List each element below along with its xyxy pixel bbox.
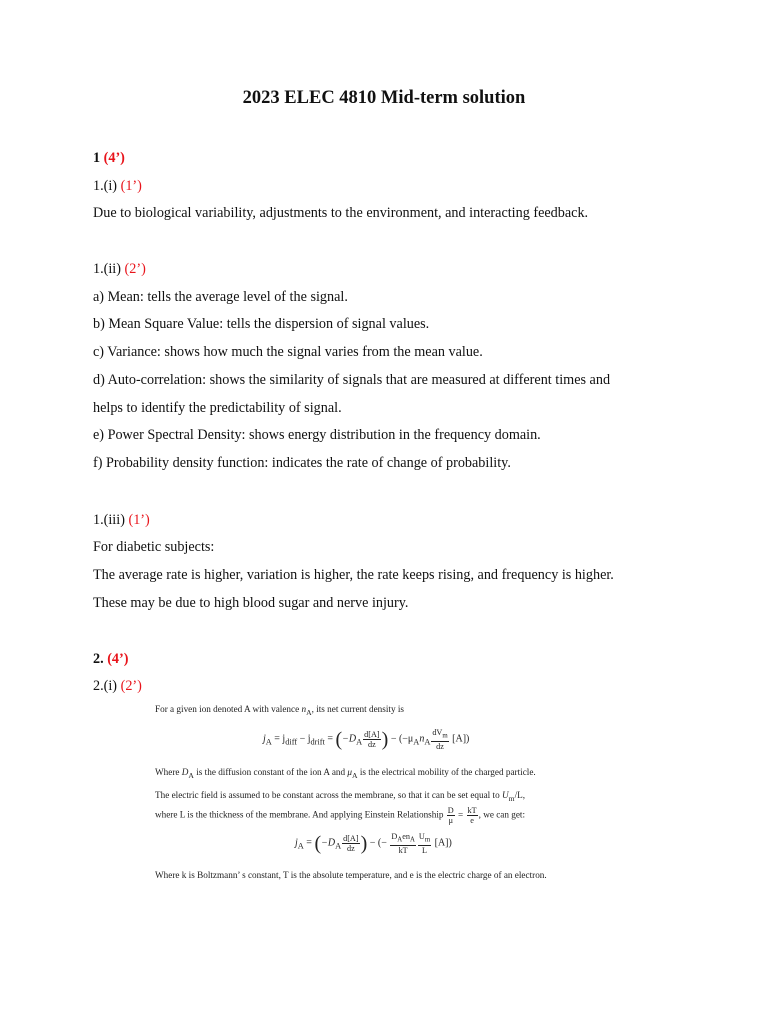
answer-text: e) Power Spectral Density: shows energy distribution in the frequency domain.: [93, 427, 541, 443]
answer-text: f) Probability density function: indicates the rate of change of probability.: [93, 455, 511, 471]
score-label: (1’): [120, 178, 142, 194]
question-heading: [93, 150, 125, 167]
score-label: (4’): [103, 150, 125, 166]
question-number: 1: [93, 150, 101, 166]
answer-text: These may be due to high blood sugar and nerve injury.: [93, 595, 409, 611]
equation-1: $j_A = j_{diff} - j_{drift} = (-D_A$ $\frac{d[A]}{dz}$ ) − ($-\mu_An_A$ $\frac{dV_m}{dz}$ [A]): [263, 728, 470, 751]
answer-text: The average rate is higher, variation is higher, the rate keeps rising, and frequency is higher.: [93, 567, 614, 583]
question-number: 2.: [93, 651, 104, 667]
question-number: 1.(ii): [93, 261, 121, 277]
answer-text: b) Mean Square Value: tells the dispersion of signal values.: [93, 316, 430, 332]
answer-text: helps to identify the predictability of signal.: [93, 400, 342, 416]
image-line-3: The electric field is assumed to be constant across the membrane, so that it can be set equal to $U_m/L$,: [155, 790, 526, 803]
question-heading: [93, 261, 146, 278]
score-label: (2’): [124, 261, 146, 277]
question-heading: [93, 651, 128, 668]
image-line-1: For a given ion denoted A with valence $n_A$, its net current density is: [155, 704, 404, 717]
image-line-2: Where $D_A$ is the diffusion constant of the ion A and $\mu_A$ is the electrical mobility of the charged particle.: [155, 767, 536, 780]
question-heading: [93, 512, 150, 529]
answer-text: c) Variance: shows how much the signal varies from the mean value.: [93, 344, 483, 360]
answer-text: For diabetic subjects:: [93, 539, 215, 555]
question-number: 2.(i): [93, 678, 118, 694]
answer-text: d) Auto-correlation: shows the similarity of signals that are measured at different times and: [93, 372, 611, 388]
equation-2: $j_A = (-D_A$ $\frac{d[A]}{dz}$ ) − (− $\frac{D_Aen_A}{kT}$ $\frac{U_m}{L}$ [A]): [295, 832, 452, 855]
question-number: 1.(iii): [93, 512, 125, 528]
question-heading: [93, 178, 142, 195]
score-label: (4’): [107, 651, 129, 667]
score-label: (1’): [128, 512, 150, 528]
score-label: (2’): [120, 678, 142, 694]
answer-text: a) Mean: tells the average level of the signal.: [93, 289, 348, 305]
page-title: 2023 ELEC 4810 Mid-term solution: [242, 88, 526, 108]
equation-image: [155, 704, 625, 884]
image-line-5: Where k is Boltzmann’ s constant, T is the absolute temperature, and e is the electric charge of an electron.: [155, 870, 547, 880]
question-number: 1.(i): [93, 178, 118, 194]
answer-text: Due to biological variability, adjustments to the environment, and interacting feedback.: [93, 205, 589, 221]
question-heading: [93, 678, 142, 695]
image-line-4: where L is the thickness of the membrane. And applying Einstein Relationship $\frac{D}{\mu}$ = $\frac{kT}{e}$ , we can get:: [155, 806, 526, 825]
